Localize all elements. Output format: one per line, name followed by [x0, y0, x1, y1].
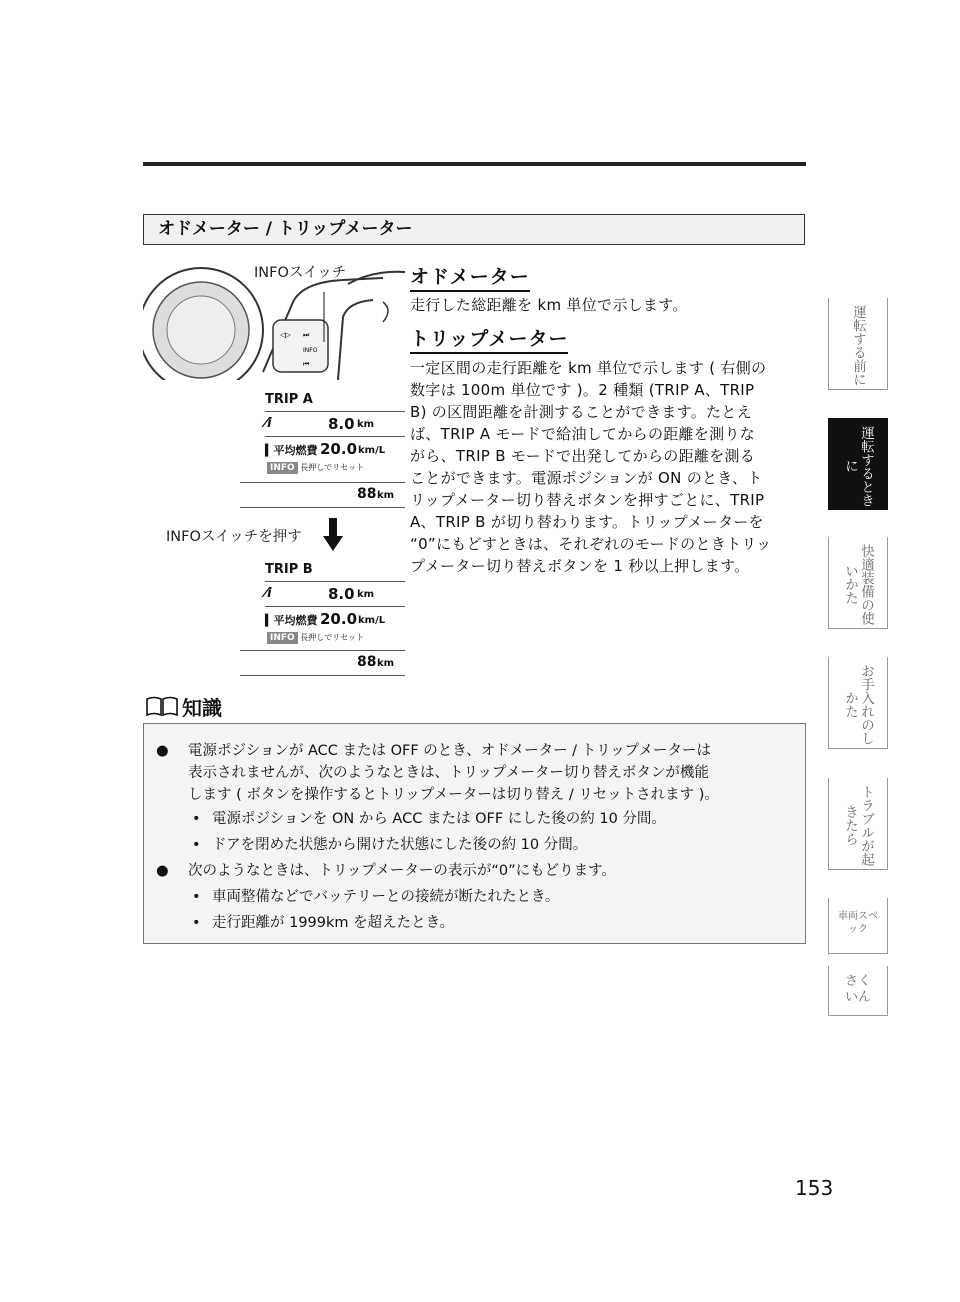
tab-label: 運転する前に	[850, 304, 866, 386]
knowledge-sub-bullet: 走行距離が 1999km を超えたとき。	[212, 915, 455, 931]
sub-bullet-icon: •	[192, 915, 201, 931]
avg-fuel-label: ▍平均燃費	[265, 614, 318, 627]
bullet-icon: ●	[156, 743, 169, 759]
odometer-value: 88	[357, 486, 377, 502]
reset-hint	[267, 632, 364, 644]
section-title: オドメーター / トリップメーター	[143, 214, 805, 245]
text-line: します ( ボタンを操作するとトリップメーターは切り替え / リセットされます )。	[188, 787, 719, 803]
trip-mode-label: TRIP A	[265, 392, 313, 407]
text-line: ことができます。電源ポジションが ON のとき、ト	[410, 469, 763, 487]
tab-label: トラブルが起きたら	[842, 784, 874, 866]
divider	[240, 507, 405, 508]
meter-display-trip-b	[240, 560, 405, 680]
tripmeter-text	[410, 357, 802, 577]
avg-fuel-label: ▍平均燃費	[265, 444, 318, 457]
odometer-heading: オドメーター	[410, 262, 530, 292]
text-line: リップメーター切り替えボタンを押すごとに、TRIP	[410, 491, 765, 509]
book-icon	[145, 695, 179, 717]
tab-label: 車両スペック	[838, 911, 878, 935]
top-rule	[143, 162, 806, 166]
tab-maintenance[interactable]	[828, 657, 888, 749]
avg-fuel-label-text: 平均燃費	[273, 444, 318, 457]
reset-hint	[267, 462, 364, 474]
text-line: B) の区間距離を計測することができます。たとえ	[410, 403, 752, 421]
trip-distance: 8.0	[328, 415, 355, 433]
tab-label: 快適装備の使いかた	[842, 543, 874, 625]
text-line: 表示されませんが、次のようなときは、トリップメーター切り替えボタンが機能	[188, 765, 709, 781]
tab-vehicle-specs[interactable]	[828, 898, 888, 954]
text-line: プメーター切り替えボタンを 1 秒以上押します。	[410, 557, 750, 575]
knowledge-title: 知識	[182, 696, 222, 720]
avg-fuel-unit: km/L	[358, 615, 386, 626]
sub-bullet-icon: •	[192, 889, 201, 905]
arrow-down-icon	[323, 518, 343, 552]
divider	[265, 606, 405, 607]
knowledge-box	[143, 723, 806, 944]
knowledge-bullet-1	[188, 740, 719, 806]
text-line: 一定区間の走行距離を km 単位で示します ( 右側の	[410, 359, 767, 377]
avg-fuel-unit: km/L	[358, 445, 386, 456]
tab-label: お手入れのしかた	[842, 663, 874, 745]
text-line: ば、TRIP A モードで給油してからの距離を測りな	[410, 425, 756, 443]
avg-fuel-value: 20.0	[320, 440, 358, 458]
text-line: がら、TRIP B モードで出発してからの距離を測る	[410, 447, 756, 465]
info-switch-callout: INFOスイッチ	[254, 265, 347, 281]
tab-index[interactable]	[828, 966, 888, 1016]
page-number: 153	[795, 1176, 834, 1200]
odometer-text: 走行した総距離を km 単位で示します。	[410, 296, 688, 314]
divider	[265, 581, 405, 582]
info-badge: INFO	[267, 462, 298, 474]
tab-troubleshooting[interactable]	[828, 778, 888, 870]
trip-mode-label: TRIP B	[265, 562, 313, 577]
meter-display-trip-a	[240, 390, 405, 510]
svg-text:⏮: ⏮	[303, 360, 310, 368]
text-line: 電源ポジションが ACC または OFF のとき、オドメーター / トリップメーターは	[188, 743, 712, 759]
trip-distance: 8.0	[328, 585, 355, 603]
fuel-icon: ⁄i	[265, 586, 272, 601]
tripmeter-heading: トリップメーター	[410, 324, 568, 354]
divider	[265, 411, 405, 412]
knowledge-sub-bullet: 車両整備などでバッテリーとの接続が断たれたとき。	[212, 889, 560, 905]
text-line: “0”にもどすときは、それぞれのモードのときトリッ	[410, 535, 772, 553]
trip-distance-unit: km	[357, 589, 375, 600]
sub-bullet-icon: •	[192, 811, 201, 827]
tab-label: さくいん	[844, 974, 871, 1005]
divider	[240, 482, 405, 483]
tab-comfort-features[interactable]	[828, 537, 888, 629]
sub-bullet-icon: •	[192, 837, 201, 853]
tab-label: 運転するときに	[842, 425, 874, 507]
bullet-icon: ●	[156, 863, 169, 879]
divider	[240, 650, 405, 651]
divider	[240, 675, 405, 676]
text-line: 数字は 100m 単位です )。2 種類 (TRIP A、TRIP	[410, 381, 755, 399]
avg-fuel-value: 20.0	[320, 610, 358, 628]
trip-distance-unit: km	[357, 419, 375, 430]
knowledge-sub-bullet: ドアを閉めた状態から開けた状態にした後の約 10 分間。	[212, 837, 588, 853]
avg-fuel-label-text: 平均燃費	[273, 614, 318, 627]
tab-before-driving[interactable]	[828, 298, 888, 390]
tab-while-driving[interactable]	[828, 418, 888, 510]
reset-hint-text: 長押しでリセット	[300, 633, 365, 642]
odometer-value: 88	[357, 654, 377, 670]
knowledge-sub-bullet: 電源ポジションを ON から ACC または OFF にした後の約 10 分間。	[212, 811, 666, 827]
info-badge: INFO	[267, 632, 298, 644]
divider	[265, 436, 405, 437]
knowledge-bullet-2: 次のようなときは、トリップメーターの表示が“0”にもどります。	[188, 863, 616, 879]
reset-hint-text: 長押しでリセット	[300, 463, 365, 472]
odometer-unit: km	[377, 490, 395, 501]
odometer-unit: km	[377, 658, 395, 669]
fuel-icon: ⁄i	[265, 416, 272, 431]
info-switch-push-callout: INFOスイッチを押す	[166, 529, 302, 545]
svg-text:⏭: ⏭	[303, 331, 310, 339]
svg-text:INFO: INFO	[303, 347, 318, 354]
text-line: A、TRIP B が切り替わります。トリップメーターを	[410, 513, 764, 531]
svg-text:◁▷: ◁▷	[280, 331, 291, 339]
